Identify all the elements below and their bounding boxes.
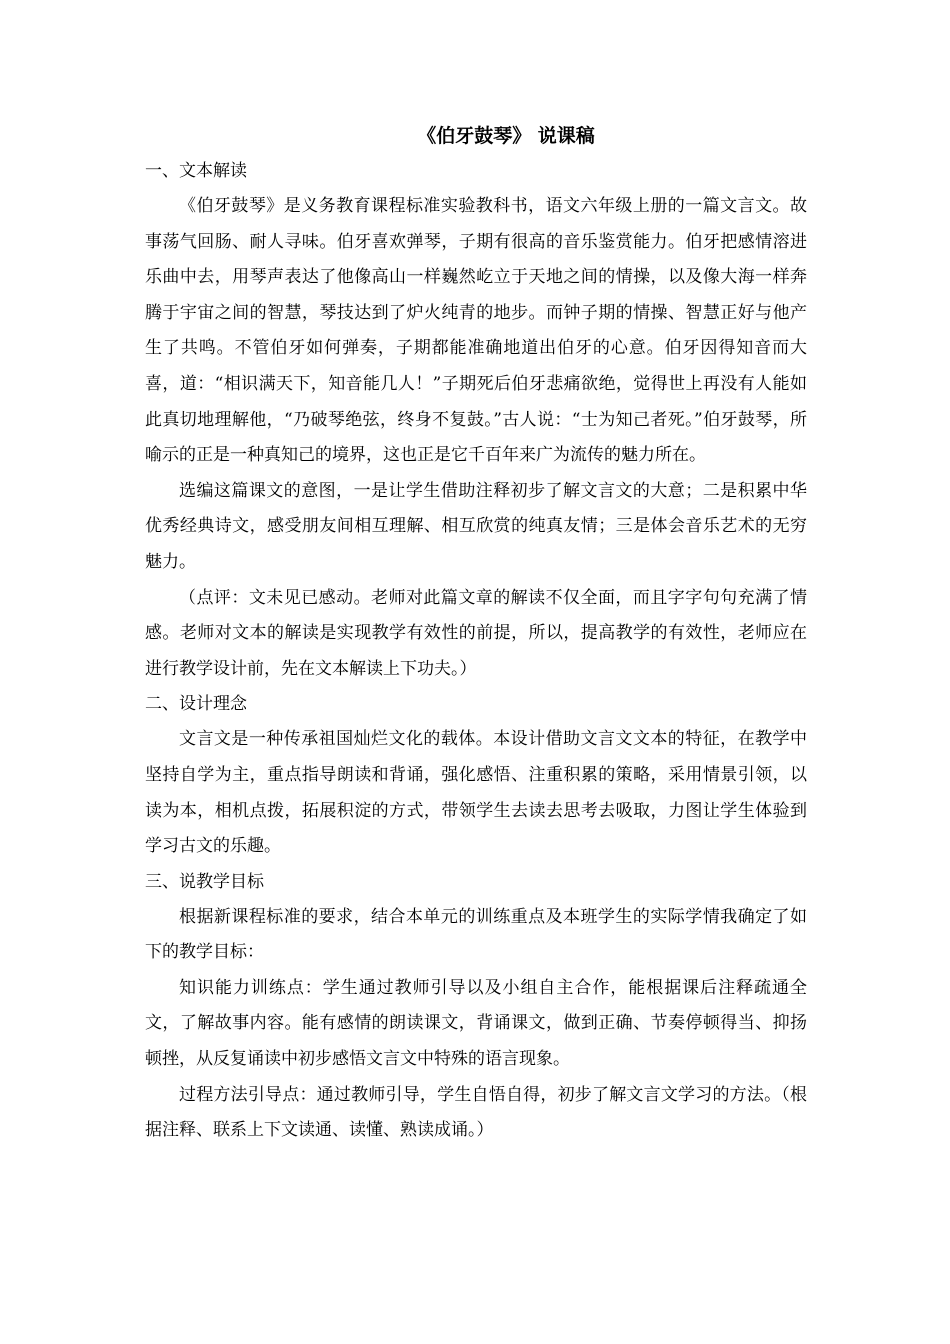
paragraph: 根据新课程标准的要求，结合本单元的训练重点及本班学生的实际学情我确定了如下的教学目标： (145, 906, 807, 963)
section-design-concept (145, 687, 807, 864)
document-page (145, 118, 807, 1149)
paragraph: 过程方法引导点：通过教师引导，学生自悟自得，初步了解文言文学习的方法。（根据注释、联系上下文读通、读懂、熟读成诵。） (145, 1084, 807, 1141)
section-text-interpretation (145, 154, 807, 687)
page-title: 《伯牙鼓琴》 说课稿 (417, 125, 595, 147)
paragraph: 选编这篇课文的意图，一是让学生借助注释初步了解文言文的大意；二是积累中华优秀经典诗文，感受朋友间相互理解、相互欣赏的纯真友情；三是体会音乐艺术的无穷魅力。 (145, 480, 807, 572)
paragraph: 《伯牙鼓琴》是义务教育课程标准实验教科书，语文六年级上册的一篇文言文。故事荡气回肠、耐人寻味。伯牙喜欢弹琴，子期有很高的音乐鉴赏能力。伯牙把感情溶进乐曲中去，用琴声表达了他像高山一样巍然屹立于天地之间的情操，以及像大海一样奔腾于宇宙之间的智慧，琴技达到了炉火纯青的地步。而钟子期的情操、智慧正好与他产生了共鸣。不管伯牙如何弹奏，子期都能准确地道出伯牙的心意。伯牙因得知音而大喜，道：“相识满天下，知音能几人！”子期死后伯牙悲痛欲绝，觉得世上再没有人能如此真切地理解他，“乃破琴绝弦，终身不复鼓。”古人说：“士为知己者死。”伯牙鼓琴，所喻示的正是一种真知己的境界，这也正是它千百年来广为流传的魅力所在。 (145, 196, 807, 466)
section-heading: 三、说教学目标 (145, 871, 264, 892)
section-heading: 二、设计理念 (145, 694, 247, 715)
comment-paragraph: （点评：文未见已感动。老师对此篇文章的解读不仅全面，而且字字句句充满了情感。老师对文本的解读是实现教学有效性的前提，所以，提高教学的有效性，老师应在进行教学设计前，先在文本解读上下功夫。） (145, 587, 807, 679)
paragraph: 知识能力训练点：学生通过教师引导以及小组自主合作，能根据课后注释疏通全文，了解故事内容。能有感情的朗读课文，背诵课文，做到正确、节奏停顿得当、抑扬顿挫，从反复诵读中初步感悟文言文中特殊的语言现象。 (145, 977, 807, 1070)
section-heading: 一、文本解读 (145, 161, 247, 181)
paragraph: 文言文是一种传承祖国灿烂文化的载体。本设计借助文言文文本的特征，在教学中坚持自学为主，重点指导朗读和背诵，强化感悟、注重积累的策略，采用情景引领，以读为本，相机点拨，拓展积淀的方式，带领学生去读去思考去吸取，力图让学生体验到学习古文的乐趣。 (145, 729, 807, 857)
section-teaching-goals (145, 865, 807, 1149)
